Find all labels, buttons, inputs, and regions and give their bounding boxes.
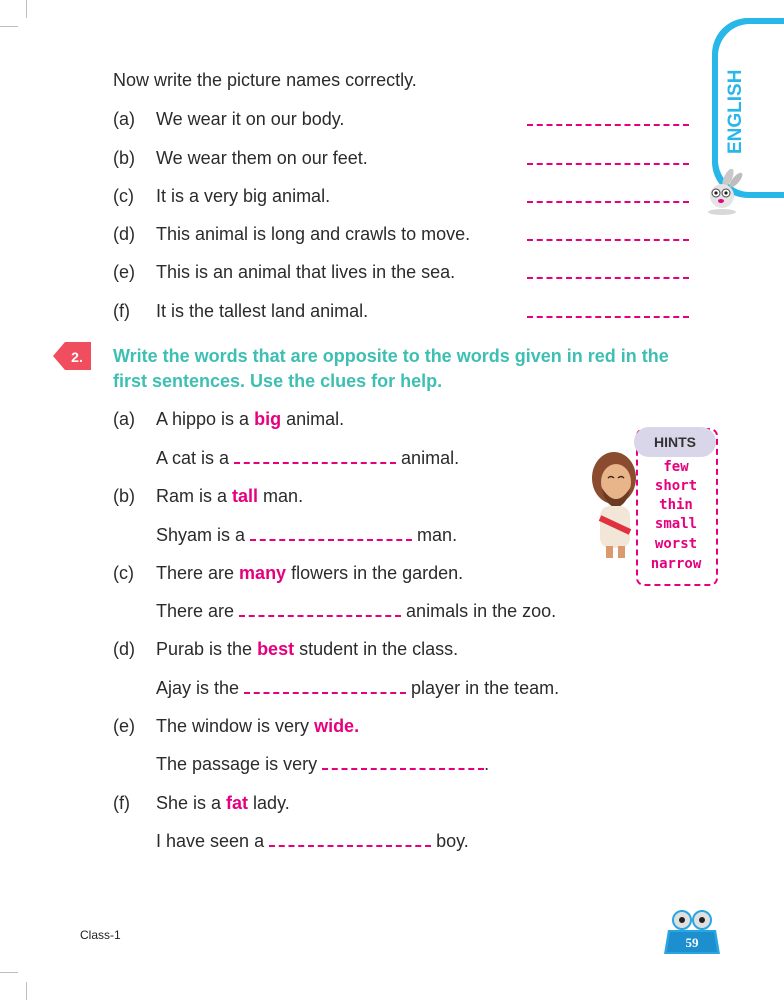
item-text: It is the tallest land animal. [156,301,369,321]
answer-blank[interactable] [269,831,431,847]
hint-word: few [663,459,689,475]
red-word: tall [232,486,259,506]
exercise2-instruction: Write the words that are opposite to the words given in red in the first sentences. Use the clues for help. [113,346,669,391]
character-illustration [588,448,638,560]
crop-mark [0,972,18,973]
item-label: (f) [113,301,130,321]
answer-blank[interactable] [527,201,689,203]
item-label: (c) [113,563,134,583]
page-number-badge [664,906,720,962]
sentence: Purab is the best student in the class. [156,639,459,659]
answer-sentence: The passage is very . [156,754,490,774]
answer-blank[interactable] [250,525,412,541]
hint-word: small [654,516,698,532]
item-label: (d) [113,224,135,244]
red-word: big [254,409,282,429]
answer-sentence: Ajay is the player in the team. [156,678,560,698]
item-label: (e) [113,262,135,282]
answer-blank[interactable] [527,163,689,165]
item-label: (b) [113,486,135,506]
answer-sentence: A cat is a animal. [156,448,460,468]
class-label: Class-1 [80,928,121,942]
bunny-mascot-icon [700,168,748,216]
svg-text:59: 59 [685,935,699,950]
question-number-badge [51,340,91,372]
item-label: (d) [113,639,135,659]
hints-title: HINTS [634,427,716,457]
answer-blank[interactable] [527,124,689,126]
red-word: wide. [314,716,360,736]
item-label: (b) [113,148,135,168]
sentence: Ram is a tall man. [156,486,304,506]
sentence: She is a fat lady. [156,793,290,813]
answer-blank[interactable] [322,754,484,770]
item-text: It is a very big animal. [156,186,331,206]
svg-text:ENGLISH: ENGLISH [725,69,746,154]
answer-blank[interactable] [527,316,689,318]
svg-text:2.: 2. [71,349,83,365]
crop-mark [0,26,18,27]
item-label: (a) [113,109,135,129]
sentence: The window is very wide. [156,716,360,736]
answer-blank[interactable] [234,448,396,464]
item-label: (e) [113,716,135,736]
answer-sentence: There are animals in the zoo. [156,601,557,621]
item-label: (c) [113,186,134,206]
answer-blank[interactable] [527,277,689,279]
crop-mark [26,0,27,18]
item-text: This animal is long and crawls to move. [156,224,471,244]
item-text: We wear it on our body. [156,109,345,129]
answer-sentence: Shyam is a man. [156,525,458,545]
answer-blank[interactable] [244,678,406,694]
sentence: There are many flowers in the garden. [156,563,464,583]
exercise1-instruction: Now write the picture names correctly. [113,70,417,90]
hint-word: thin [659,497,693,513]
hint-word: narrow [650,556,702,572]
item-label: (a) [113,409,135,429]
red-word: best [257,639,295,659]
answer-sentence: I have seen a boy. [156,831,469,851]
red-word: fat [226,793,249,813]
crop-mark [26,982,27,1000]
item-label: (f) [113,793,130,813]
item-text: This is an animal that lives in the sea. [156,262,456,282]
subject-tab-label [720,58,748,158]
red-word: many [239,563,287,583]
answer-blank[interactable] [239,601,401,617]
hint-word: short [654,478,698,494]
answer-blank[interactable] [527,239,689,241]
sentence: A hippo is a big animal. [156,409,345,429]
item-text: We wear them on our feet. [156,148,368,168]
hint-word: worst [654,536,698,552]
